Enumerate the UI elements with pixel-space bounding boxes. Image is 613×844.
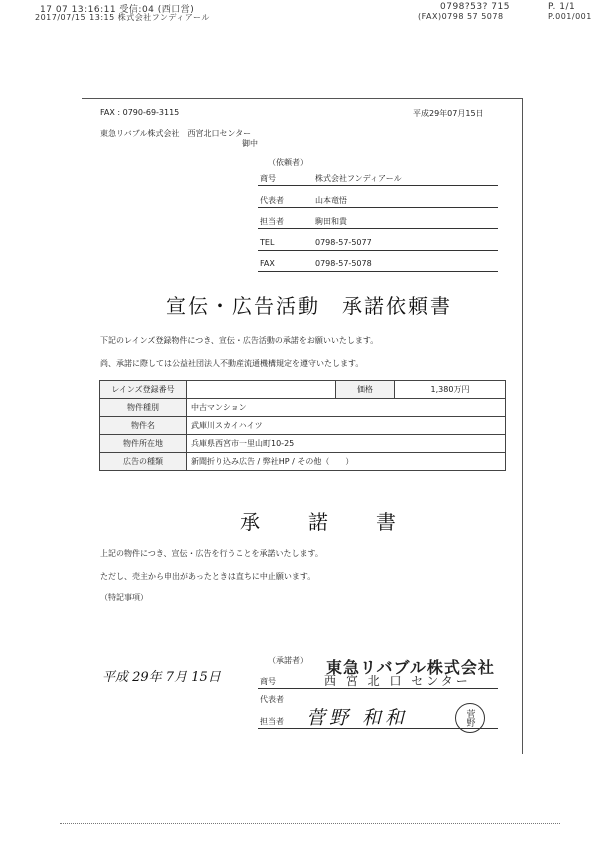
requester-row-contact bbox=[258, 215, 498, 229]
consent-line-2: ただし、売主から申出があったときは直ちに中止願います。 bbox=[100, 572, 316, 581]
table-row bbox=[100, 453, 506, 471]
fax-number: FAX : 0790-69-3115 bbox=[100, 108, 180, 117]
requester-row-representative bbox=[258, 194, 498, 208]
consent-line-1: 上記の物件につき、宣伝・広告を行うことを承諾いたします。 bbox=[100, 549, 323, 558]
requester-row-tel bbox=[258, 237, 498, 251]
requester-label: 代表者 bbox=[260, 196, 284, 205]
requester-heading: （依頼者） bbox=[268, 158, 308, 167]
fax-header-line1-mid: 0798?53? 715 bbox=[440, 2, 510, 12]
consent-date: 平成 29年 7月 15日 bbox=[102, 670, 221, 685]
consenter-branch: 西 宮 北 口 センター bbox=[324, 674, 471, 688]
signature: 菅野 和和 bbox=[306, 707, 409, 729]
addressee: 東急リバブル株式会社 西宮北口センター bbox=[100, 129, 252, 138]
table-row bbox=[100, 435, 506, 453]
property-name-value: 武庫川スカイハイツ bbox=[187, 417, 506, 435]
fax-header-line2-left: 2017/07/15 13:15 株式会社フンディアール bbox=[35, 13, 210, 22]
reins-number-value bbox=[187, 381, 336, 399]
property-type-value: 中古マンション bbox=[187, 399, 506, 417]
fax-header-line1-right: P. 1/1 bbox=[548, 2, 576, 12]
property-name-label: 物件名 bbox=[100, 417, 187, 435]
table-row bbox=[100, 381, 506, 399]
requester-value: 駒田和貴 bbox=[315, 217, 347, 226]
price-value: 1,380万円 bbox=[395, 381, 506, 399]
fax-header-line1-left: 17 07 13:16:11 受信:04 (西口営) bbox=[40, 5, 195, 15]
requester-value: 山本竜悟 bbox=[315, 196, 347, 205]
consenter-heading: （承諾者） bbox=[268, 656, 308, 665]
seal-stamp-icon: 菅野 bbox=[455, 703, 485, 733]
property-location-value bbox=[187, 435, 506, 453]
manager-label: 担当者 bbox=[260, 717, 284, 726]
ad-type-value: 新聞折り込み広告 / 弊社HP / その他（ ） bbox=[187, 453, 506, 471]
consenter-company: 東急リバブル株式会社 bbox=[326, 658, 495, 677]
intro-line-2: 尚、承諾に際しては公益社団法人不動産流通機構規定を遵守いたします。 bbox=[100, 359, 364, 368]
requester-value: 株式会社フンディアール bbox=[315, 174, 402, 183]
property-type-label: 物件種別 bbox=[100, 399, 187, 417]
fax-header-line2-mid: (FAX)0798 57 5078 bbox=[418, 12, 504, 21]
intro-line-1: 下記のレインズ登録物件につき、宣伝・広告活動の承諾をお願いいたします。 bbox=[100, 336, 379, 345]
reins-number-label: レインズ登録番号 bbox=[100, 381, 187, 399]
ad-type-label: 広告の種類 bbox=[100, 453, 187, 471]
requester-value: 0798-57-5078 bbox=[315, 259, 372, 268]
consent-title: 承 諾 書 bbox=[240, 510, 410, 534]
requester-value: 0798-57-5077 bbox=[315, 238, 372, 247]
special-conditions: （特記事項） bbox=[100, 593, 148, 602]
location-address: 西宮市一里山町10-25 bbox=[215, 439, 295, 448]
requester-label: 担当者 bbox=[260, 217, 284, 226]
requester-label: TEL bbox=[260, 238, 275, 247]
consenter-label: 商号 bbox=[260, 677, 276, 686]
document-title: 宣伝・広告活動 承諾依頼書 bbox=[166, 294, 452, 318]
document-date: 平成29年07月15日 bbox=[413, 109, 484, 118]
price-label: 価格 bbox=[336, 381, 395, 399]
representative-label: 代表者 bbox=[260, 695, 284, 704]
divider bbox=[60, 823, 560, 824]
requester-row-fax bbox=[258, 258, 498, 272]
table-row bbox=[100, 417, 506, 435]
requester-label: 商号 bbox=[260, 174, 276, 183]
location-prefix: 兵庫県 bbox=[191, 439, 215, 448]
fax-header-line2-right: P.001/001 bbox=[548, 12, 592, 21]
property-table bbox=[99, 380, 506, 471]
property-location-label: 物件所在地 bbox=[100, 435, 187, 453]
table-row bbox=[100, 399, 506, 417]
consenter-row-branch bbox=[258, 674, 498, 689]
requester-row-company bbox=[258, 172, 498, 186]
addressee-suffix: 御中 bbox=[242, 139, 258, 148]
requester-label: FAX bbox=[260, 259, 275, 268]
